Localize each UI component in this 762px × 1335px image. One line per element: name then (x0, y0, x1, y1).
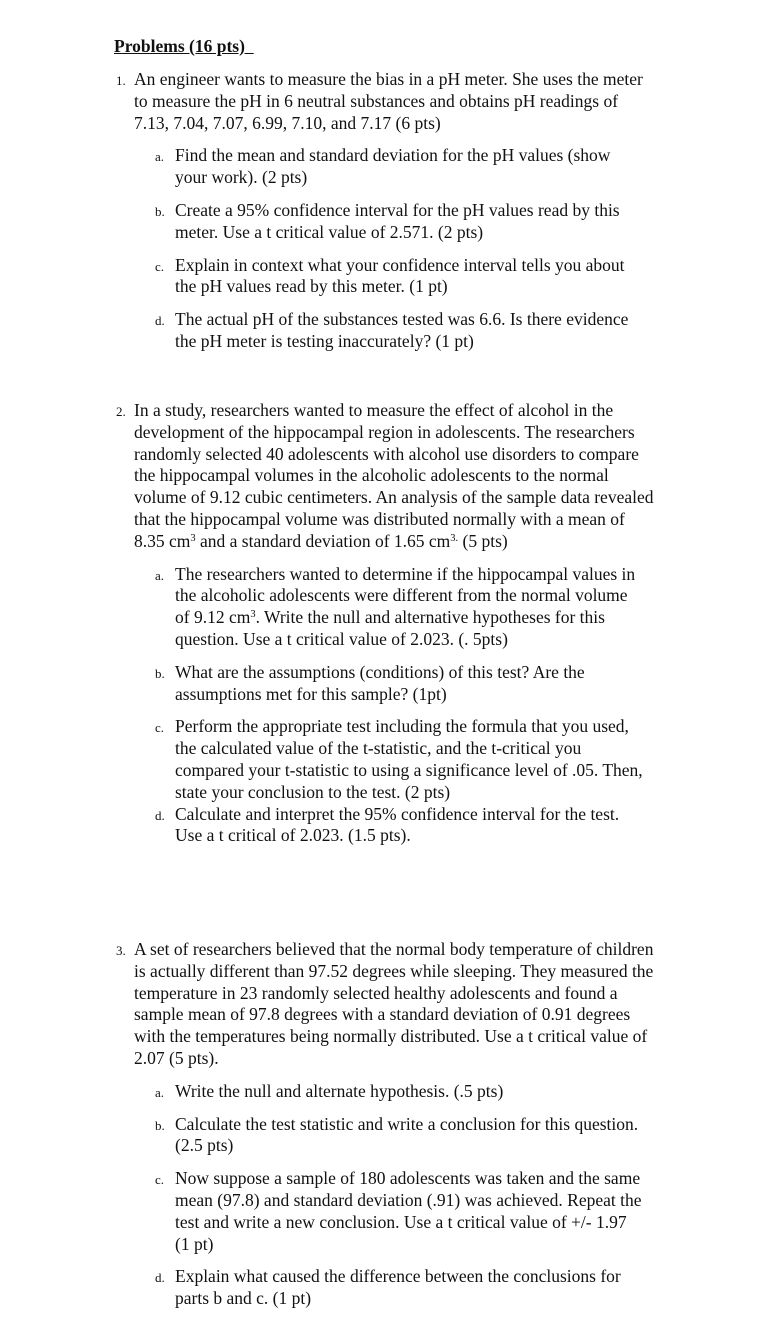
problem-text-3: (5 pts) (458, 530, 508, 551)
part-label: a. (155, 567, 165, 583)
part-label: d. (155, 313, 165, 329)
part-text: Explain in context what your confidence interval tells you about the pH values read by this meter. (1 pt) (175, 254, 625, 297)
part-c (155, 1168, 645, 1255)
part-a (155, 1081, 645, 1103)
part-text: Find the mean and standard deviation for the pH values (show your work). (2 pts) (175, 145, 611, 188)
part-text: Calculate the test statistic and write a conclusion for this question. (2.5 pts) (175, 1113, 639, 1156)
part-label: d. (155, 807, 165, 823)
part-b (155, 1114, 645, 1158)
superscript: 3 (250, 609, 256, 621)
part-text-1: The researchers wanted to determine if the hippocampal values in the alcoholic adolescents were different from the normal volume of 9.12 cm (175, 563, 636, 628)
part-text: Explain what caused the difference between the conclusions for parts b and c. (1 pt) (175, 1266, 621, 1309)
page-title: Problems (16 pts) (114, 36, 254, 56)
part-text-2: . Write the null and alternative hypotheses for this question. Use a t critical value of 2.023. (. 5pts) (175, 607, 605, 649)
part-text: Write the null and alternate hypothesis. (.5 pts) (175, 1080, 504, 1101)
part-a (155, 145, 645, 189)
part-b (155, 662, 645, 706)
problem-number: 3. (116, 942, 126, 958)
part-c (155, 716, 645, 803)
problem-1 (116, 69, 656, 353)
problem-text-1: In a study, researchers wanted to measure the effect of alcohol in the development of the hippocampal region in adolescents. The researchers randomly selected 40 adolescents with alcohol use disorders to compare the hippocampal volumes in the alcoholic adolescents to the normal volume of 9.12 cubic centimeters. An analysis of the sample data revealed that the hippocampal volume was distributed normally with a mean of 8.35 cm (134, 400, 654, 551)
problem-text: A set of researchers believed that the normal body temperature of children is actually different than 97.52 degrees while sleeping. They measured the temperature in 23 randomly selected healthy adolescents and found a sample mean of 97.8 degrees with a standard deviation of 0.91 degrees with the temperatures being normally distributed. Use a t critical value of 2.07 (5 pts). (134, 939, 654, 1068)
problem-number: 1. (116, 72, 126, 88)
superscript: 3. (450, 532, 459, 544)
part-text: Now suppose a sample of 180 adolescents was taken and the same mean (97.8) and standard deviation (.91) was achieved. Repeat the test and write a new conclusion. Use a t critical value of +/- 1.97 (1 pt) (175, 1168, 642, 1254)
part-d (155, 1266, 645, 1310)
part-text: What are the assumptions (conditions) of this test? Are the assumptions met for this sample? (1pt) (175, 661, 585, 704)
superscript: 3 (190, 532, 196, 544)
part-label: c. (155, 258, 165, 274)
part-label: b. (155, 203, 165, 219)
part-c (155, 255, 645, 299)
part-a (155, 564, 645, 651)
problem-text (134, 400, 656, 553)
part-label: b. (155, 665, 165, 681)
part-text: Perform the appropriate test including the formula that you used, the calculated value of the t-statistic, and the t-critical you compared your t-statistic to using a significance level of .05. Then, state your conclusion to the test. (2 pts) (175, 716, 643, 802)
part-label: a. (155, 149, 165, 165)
part-label: b. (155, 1117, 165, 1133)
problem-number: 2. (116, 403, 126, 419)
part-text (175, 564, 645, 651)
problem-2 (116, 400, 656, 847)
problem-text: An engineer wants to measure the bias in a pH meter. She uses the meter to measure the pH in 6 neutral substances and obtains pH readings of 7.13, 7.04, 7.07, 6.99, 7.10, and 7.17 (6 pts) (134, 69, 643, 133)
part-label: a. (155, 1084, 165, 1100)
part-d (155, 804, 645, 848)
part-label: c. (155, 720, 165, 736)
part-label: c. (155, 1172, 165, 1188)
part-d (155, 309, 645, 353)
part-b (155, 200, 645, 244)
part-text: Calculate and interpret the 95% confidence interval for the test. Use a t critical of 2.023. (1.5 pts). (175, 803, 620, 846)
problem-3 (116, 939, 656, 1310)
part-text: Create a 95% confidence interval for the pH values read by this meter. Use a t critical value of 2.571. (2 pts) (175, 199, 620, 242)
part-text: The actual pH of the substances tested was 6.6. Is there evidence the pH meter is testing inaccurately? (1 pt) (175, 309, 629, 351)
part-label: d. (155, 1270, 165, 1286)
problem-text-2: and a standard deviation of 1.65 cm (195, 530, 451, 551)
